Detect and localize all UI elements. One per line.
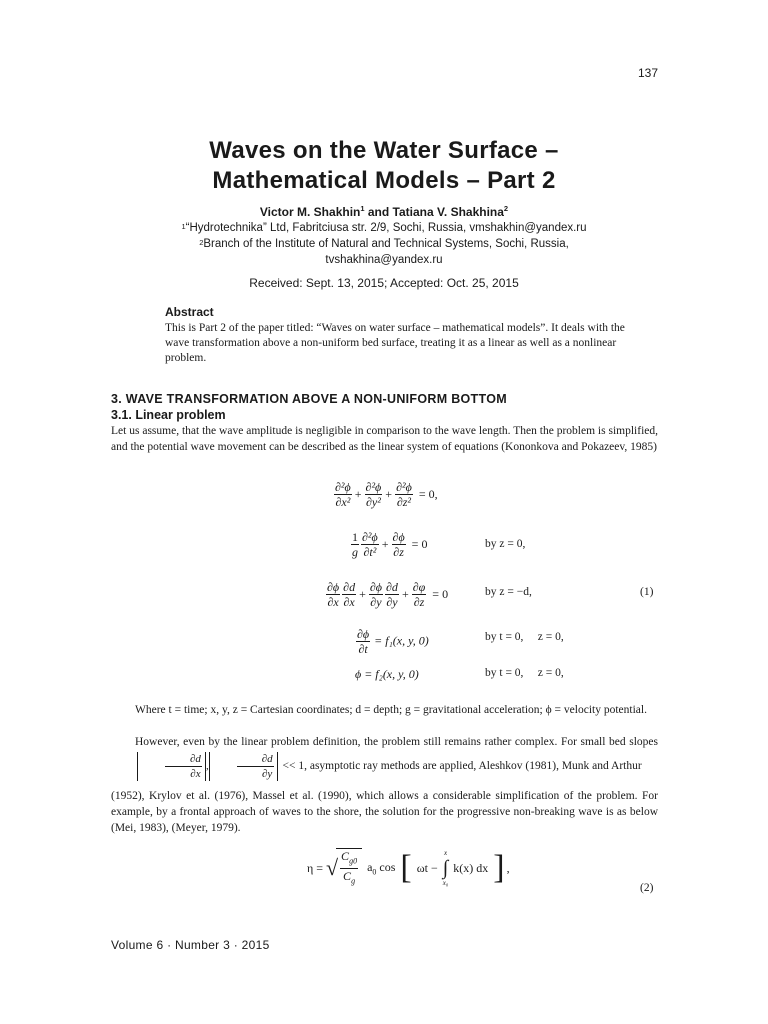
equation-bottom-tail: = 0 — [432, 587, 449, 601]
title-line-1: Waves on the Water Surface – — [209, 137, 559, 164]
affiliation-2 — [0, 236, 768, 252]
authors — [0, 205, 768, 219]
affiliation-1-text: “Hydrotechnika” Ltd, Fabritciusa str. 2/9, Sochi, Russia, vmshakhin@yandex.ru — [185, 222, 587, 234]
paragraph-however — [111, 732, 658, 781]
received-dates: Received: Sept. 13, 2015; Accepted: Oct. 25, 2015 — [249, 276, 519, 290]
equation-initial-1: $\frac{\partial\phi}{\partial t}$ = f₁(x, y, 0) — [357, 627, 429, 656]
affiliations — [0, 220, 768, 268]
equation-wave-solution: η = √ $\frac{C_{g0}}{C_g}$ $a_0$ cos [ ωt − x ∫ x₀ k(x) dx ] , — [305, 848, 512, 889]
subsection-heading: 3.1. Linear problem — [111, 408, 226, 422]
page-number: 137 — [637, 66, 658, 80]
paragraph-definitions: Where t = time; x, y, z = Cartesian coordinates; d = depth; g = gravitational acceleration; ϕ = velocity potential. — [135, 704, 647, 716]
affiliation-1-sup: 1 — [181, 222, 186, 231]
equation-number-2: (2) — [640, 882, 654, 894]
abstract-heading: Abstract — [165, 305, 214, 319]
equation-bottom: $\frac{\partial\phi}{\partial x}$ $\frac{\partial d}{\partial x}$ + $\frac{\partial\phi}{\partial y}$ $\frac{\partial d}{\partial y}$ + $\frac{\partial\varphi}{\partial z}$ = 0 — [327, 580, 449, 609]
title-line-2: Mathematical Models – Part 2 — [212, 167, 556, 194]
author-2: Tatiana V. Shakhina — [392, 205, 504, 219]
paragraph-however-part1: However, even by the linear problem definition, the problem still remains rather complex. For small bed slopes — [135, 736, 658, 748]
author-1: Victor M. Shakhin — [259, 205, 361, 219]
abstract-text: This is Part 2 of the paper titled: “Waves on water surface – mathematical models”. It deals with the wave transformation above a non-uniform bed surface, treating it as a linear as well as a nonlinear problem. — [165, 322, 625, 364]
paragraph-intro: Let us assume, that the wave amplitude is negligible in comparison to the wave length. Then the problem is simplified, and the potential wave movement can be described as the linear system of equations (Kononkova and Pokazeev, 1985) — [111, 425, 658, 453]
paper-title — [0, 136, 768, 196]
condition-initial-1: by t = 0, z = 0, — [485, 631, 564, 643]
equation-laplace-tail: = 0, — [418, 487, 438, 501]
equation-initial-2: ϕ = f₂(x, y, 0) — [355, 667, 419, 681]
equation-laplace: $\frac{\text{∂²ϕ}}{\text{∂x²}}$ + $\frac{\text{∂²ϕ}}{\text{∂y²}}$ + $\frac{\text{∂²ϕ}}{\text{∂z²}}$ = 0, — [335, 480, 438, 509]
paragraph-references: (1952), Krylov et al. (1976), Massel et al. (1990), which allows a considerable simplification of the problem. For example, by a frontal approach of waves to the shore, the solution for the progressive non-breaking wave is as below (Mei, 1983), (Meyer, 1979). — [111, 790, 658, 834]
authors-connector: and — [364, 205, 393, 219]
section-heading: 3. WAVE TRANSFORMATION ABOVE A NON-UNIFORM BOTTOM — [111, 392, 507, 406]
paragraph-however-part2: << 1, asymptotic ray methods are applied, Aleshkov (1981), Munk and Arthur — [282, 760, 642, 773]
affiliation-2-text: Branch of the Institute of Natural and Technical Systems, Sochi, Russia, — [203, 238, 569, 250]
equation-number-1: (1) — [640, 586, 654, 598]
equation-surface-tail: = 0 — [411, 537, 428, 551]
condition-surface: by z = 0, — [485, 538, 526, 550]
affiliation-2-sup: 2 — [199, 238, 204, 247]
bed-slope-expression: $\frac{\partial d}{\partial x}$ , $\frac{\partial d}{\partial y}$ — [113, 752, 278, 781]
affiliation-2-email: tvshakhina@yandex.ru — [325, 254, 443, 266]
author-2-sup: 2 — [503, 204, 509, 213]
condition-initial-2: by t = 0, z = 0, — [485, 667, 564, 679]
equation-surface: $\frac{1}{g}$ $\frac{\text{∂²ϕ}}{\text{∂t²}}$ + $\frac{\partial\phi}{\partial z}$ = 0 — [352, 530, 428, 559]
author-1-sup: 1 — [360, 204, 365, 213]
equation-initial-1-rhs: = f₁(x, y, 0) — [374, 633, 429, 648]
affiliation-1 — [0, 220, 768, 236]
journal-footer: Volume 6 · Number 3 · 2015 — [111, 938, 270, 952]
condition-bottom: by z = −d, — [485, 586, 532, 598]
